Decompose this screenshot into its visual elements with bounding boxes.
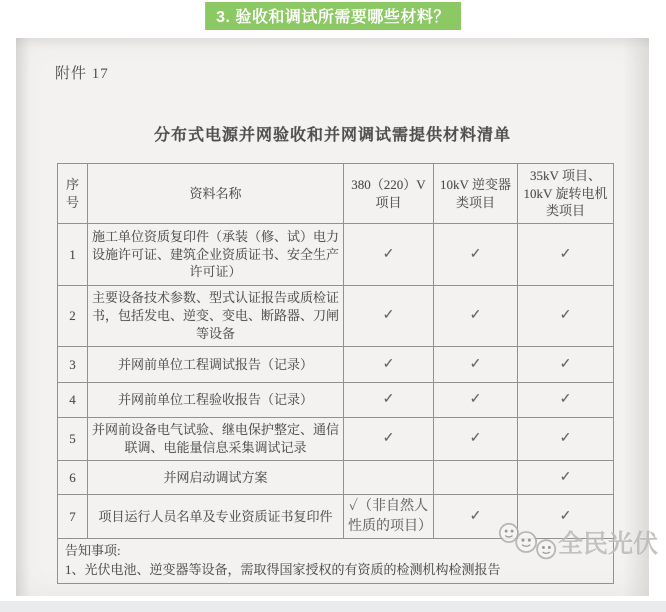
check-35kv: ✓: [518, 383, 614, 418]
check-35kv: ✓: [518, 461, 614, 495]
header-col-380v: 380（220）V 项目: [344, 164, 434, 224]
document-title: 分布式电源并网验收和并网调试需提供材料清单: [153, 127, 511, 144]
row-material-name: 并网前单位工程验收报告（记录）: [88, 383, 344, 418]
document-photo: [16, 38, 649, 596]
notes-heading: 告知事项:: [65, 543, 121, 558]
check-380v: ✓: [344, 418, 434, 461]
materials-table: [57, 163, 614, 584]
row-material-name: 并网前单位工程调试报告（记录）: [88, 347, 344, 383]
table-header-row: [58, 164, 614, 224]
check-380v: ✓（非自然人性质的项目）: [344, 495, 434, 539]
table-row: [58, 495, 614, 539]
check-380v: ✓: [344, 224, 434, 286]
check-380v: ✓: [344, 286, 434, 347]
check-380v: ✓: [344, 347, 434, 383]
attachment-label: 附件 17: [55, 66, 109, 82]
check-10kv: [434, 461, 518, 495]
header-col-no: 序号: [58, 164, 88, 224]
table-row: [58, 224, 614, 286]
row-material-name: 并网前设备电气试验、继电保护整定、通信联调、电能量信息采集调试记录: [88, 418, 344, 461]
section-heading-banner: 3. 验收和调试所需要哪些材料？: [205, 2, 461, 30]
header-col-name: 资料名称: [88, 164, 344, 224]
check-35kv: ✓: [518, 418, 614, 461]
check-35kv: ✓: [518, 224, 614, 286]
row-no: 5: [58, 418, 88, 461]
table-notes-row: [58, 539, 614, 584]
header-col-10kv: 10kV 逆变器类项目: [434, 164, 518, 224]
check-35kv: ✓: [518, 286, 614, 347]
notes-cell: [58, 539, 614, 584]
table-row: [58, 383, 614, 418]
watermark-text: 全民光伏: [557, 530, 658, 558]
row-material-name: 主要设备技术参数、型式认证报告或质检证书，包括发电、逆变、变电、断路器、刀闸等设备: [88, 286, 344, 347]
check-10kv: ✓: [434, 224, 518, 286]
bottom-strip: [0, 601, 666, 612]
check-10kv: ✓: [434, 286, 518, 347]
check-10kv: ✓: [434, 383, 518, 418]
notes-item: 1、光伏电池、逆变器等设备，需取得国家授权的有资质的检测机构检测报告: [65, 561, 501, 577]
row-no: 6: [58, 461, 88, 495]
row-no: 4: [58, 383, 88, 418]
check-10kv: ✓: [434, 418, 518, 461]
check-380v: [344, 461, 434, 495]
table-row: [58, 286, 614, 347]
row-material-name: 施工单位资质复印件（承装（修、试）电力设施许可证、建筑企业资质证书、安全生产许可证）: [88, 224, 344, 286]
table-row: [58, 418, 614, 461]
check-10kv: ✓: [434, 495, 518, 539]
table-row: [58, 461, 614, 495]
table-row: [58, 347, 614, 383]
header-col-35kv: 35kV 项目、10kV 旋转电机类项目: [518, 164, 614, 224]
check-10kv: ✓: [434, 347, 518, 383]
check-35kv: ✓: [518, 495, 614, 539]
row-material-name: 并网启动调试方案: [88, 461, 344, 495]
row-no: 2: [58, 286, 88, 347]
check-380v: ✓: [344, 383, 434, 418]
check-35kv: ✓: [518, 347, 614, 383]
row-no: 7: [58, 495, 88, 539]
row-material-name: 项目运行人员名单及专业资质证书复印件: [88, 495, 344, 539]
row-no: 1: [58, 224, 88, 286]
row-no: 3: [58, 347, 88, 383]
